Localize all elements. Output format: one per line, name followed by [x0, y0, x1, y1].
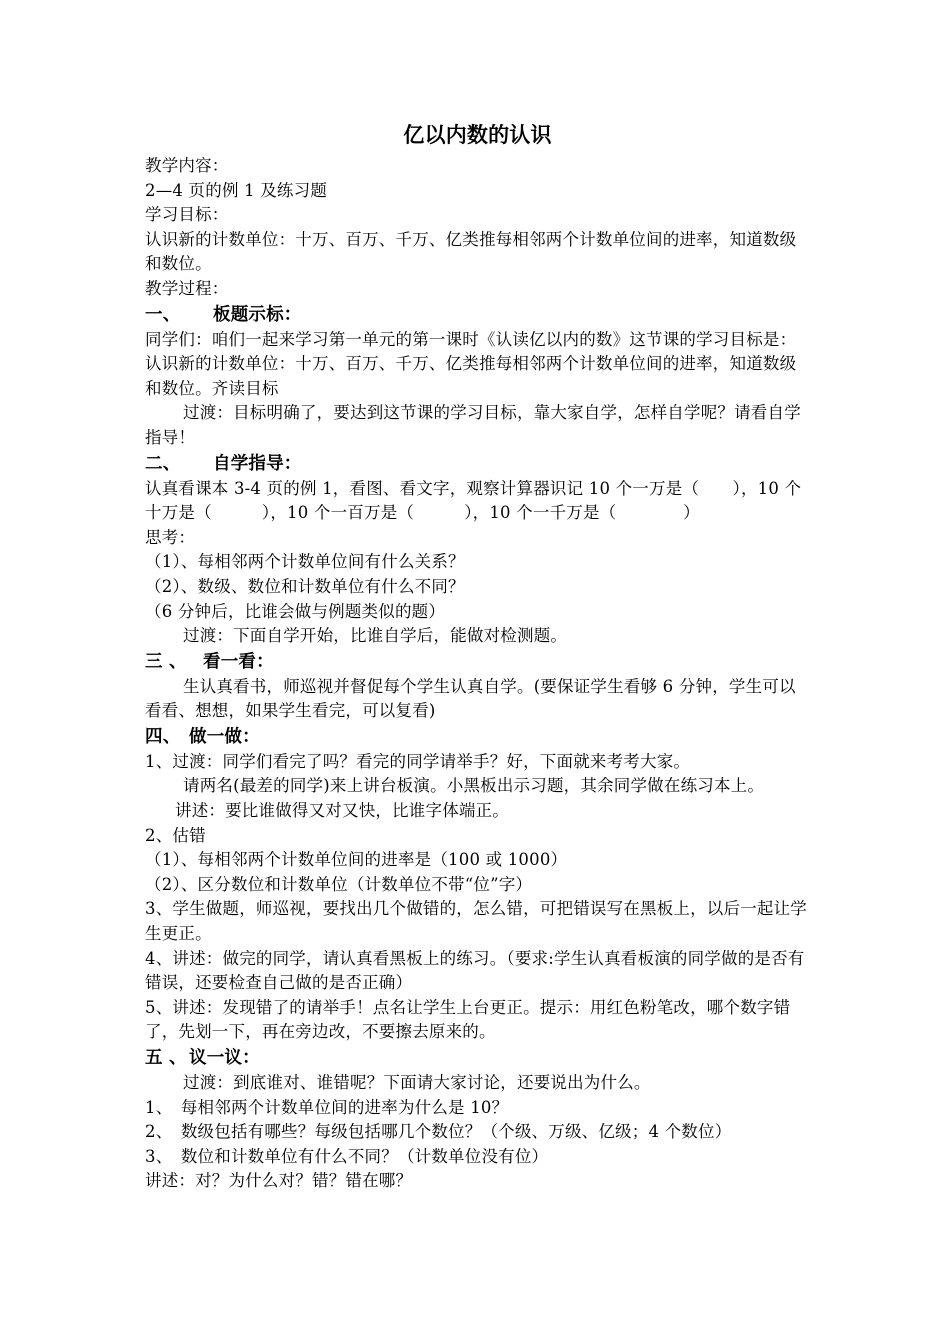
list-item: 2、估错: [145, 825, 206, 845]
teaching-content-label: 教学内容：: [145, 156, 229, 175]
list-item: 4、讲述：做完的同学，请认真看黑板上的练习。（要求:学生认真看板演的同学做的是否有错误，还要检查自己做的是否正确）: [145, 948, 805, 993]
list-item: （6 分钟后，比谁会做与例题类似的题）: [145, 601, 446, 621]
paragraph: 思考：: [145, 527, 196, 547]
section-title: 议一议：: [189, 1048, 260, 1068]
paragraph: 过渡：到底谁对、谁错呢？下面请大家讨论，还要说出为什么。: [183, 1073, 651, 1092]
paragraph: 生认真看书，师巡视并督促每个学生认真自学。(要保证学生看够 6 分钟，学生可以看看、想想，如果学生看完，可以复看): [145, 676, 796, 721]
objectives-text: 认识新的计数单位：十万、百万、千万、亿类推每相邻两个计数单位间的进率，知道数级和数位。: [145, 229, 797, 274]
list-item: 3、学生做题，师巡视，要找出几个做错的，怎么错，可把错误写在黑板上，以后一起让学生更正。: [145, 899, 807, 944]
section-heading-2: [145, 451, 810, 477]
section-title: 板题示标：: [213, 304, 302, 325]
teaching-content: 2—4 页的例 1 及练习题: [145, 180, 328, 200]
section-number: 三 、: [145, 651, 187, 672]
list-item: 1、 每相邻两个计数单位间的进率为什么是 10？: [145, 1097, 509, 1117]
list-item: 2、 数级包括有哪些？每级包括哪几个数位？（个级、万级、亿级；4 个数位）: [145, 1122, 732, 1142]
list-item: （2）、数级、数位和计数单位有什么不同？: [145, 576, 465, 596]
paragraph: 请两名(最差的同学)来上讲台板演。小黑板出示习题，其余同学做在练习本上。: [183, 776, 765, 796]
list-item: （1）、每相邻两个计数单位间有什么关系？: [145, 552, 465, 572]
section-heading-4: [145, 724, 810, 750]
section-number: 一、: [145, 304, 181, 325]
list-item: 3、 数位和计数单位有什么不同？（计数单位没有位）: [145, 1146, 549, 1166]
list-item: 1、过渡：同学们看完了吗？看完的同学请举手？好，下面就来考考大家。: [145, 751, 691, 771]
paragraph: 同学们：咱们一起来学习第一单元的第一课时《认读亿以内的数》这节课的学习目标是：认识新的计数单位：十万、百万、千万、亿类推每相邻两个计数单位间的进率，知道数级和数位。齐读目标: [145, 329, 797, 398]
section-title: 做一做：: [189, 726, 260, 747]
list-item: 讲述：对？为什么对？错？错在哪？: [145, 1171, 413, 1191]
objectives-label: 学习目标：: [145, 205, 229, 225]
process-label: 教学过程：: [145, 278, 229, 298]
paragraph: 讲述：要比谁做得又对又快，比谁字体端正。: [175, 801, 509, 821]
list-item: （1）、每相邻两个计数单位间的进率是（100 或 1000）: [145, 850, 568, 870]
section-title: 自学指导：: [213, 453, 302, 474]
section-number: 五 、: [145, 1048, 187, 1068]
section-heading-3: [145, 649, 810, 675]
document-page: [145, 118, 810, 1194]
section-heading-1: [145, 302, 810, 328]
section-number: 二、: [145, 453, 181, 474]
section-number: 四、: [145, 726, 181, 747]
list-item: （2）、区分数位和计数单位（计数单位不带“位”字）: [145, 874, 533, 894]
list-item: 5、讲述：发现错了的请举手！点名让学生上台更正。提示：用红色粉笔改，哪个数字错了，先划一下，再在旁边改，不要擦去原来的。: [145, 997, 791, 1042]
section-heading-5: [145, 1045, 810, 1071]
paragraph: 认真看课本 3-4 页的例 1，看图、看文字，观察计算器识记 10 个一万是（ ），10 个十万是（ ），10 个一百万是（ ），10 个一千万是（ ）: [145, 478, 802, 523]
paragraph: 过渡：目标明确了，要达到这节课的学习目标，靠大家自学，怎样自学呢？请看自学指导！: [145, 403, 801, 447]
paragraph: 过渡：下面自学开始，比谁自学后，能做对检测题。: [183, 626, 568, 646]
document-title: 亿以内数的认识: [403, 123, 552, 147]
section-title: 看一看：: [203, 651, 274, 672]
